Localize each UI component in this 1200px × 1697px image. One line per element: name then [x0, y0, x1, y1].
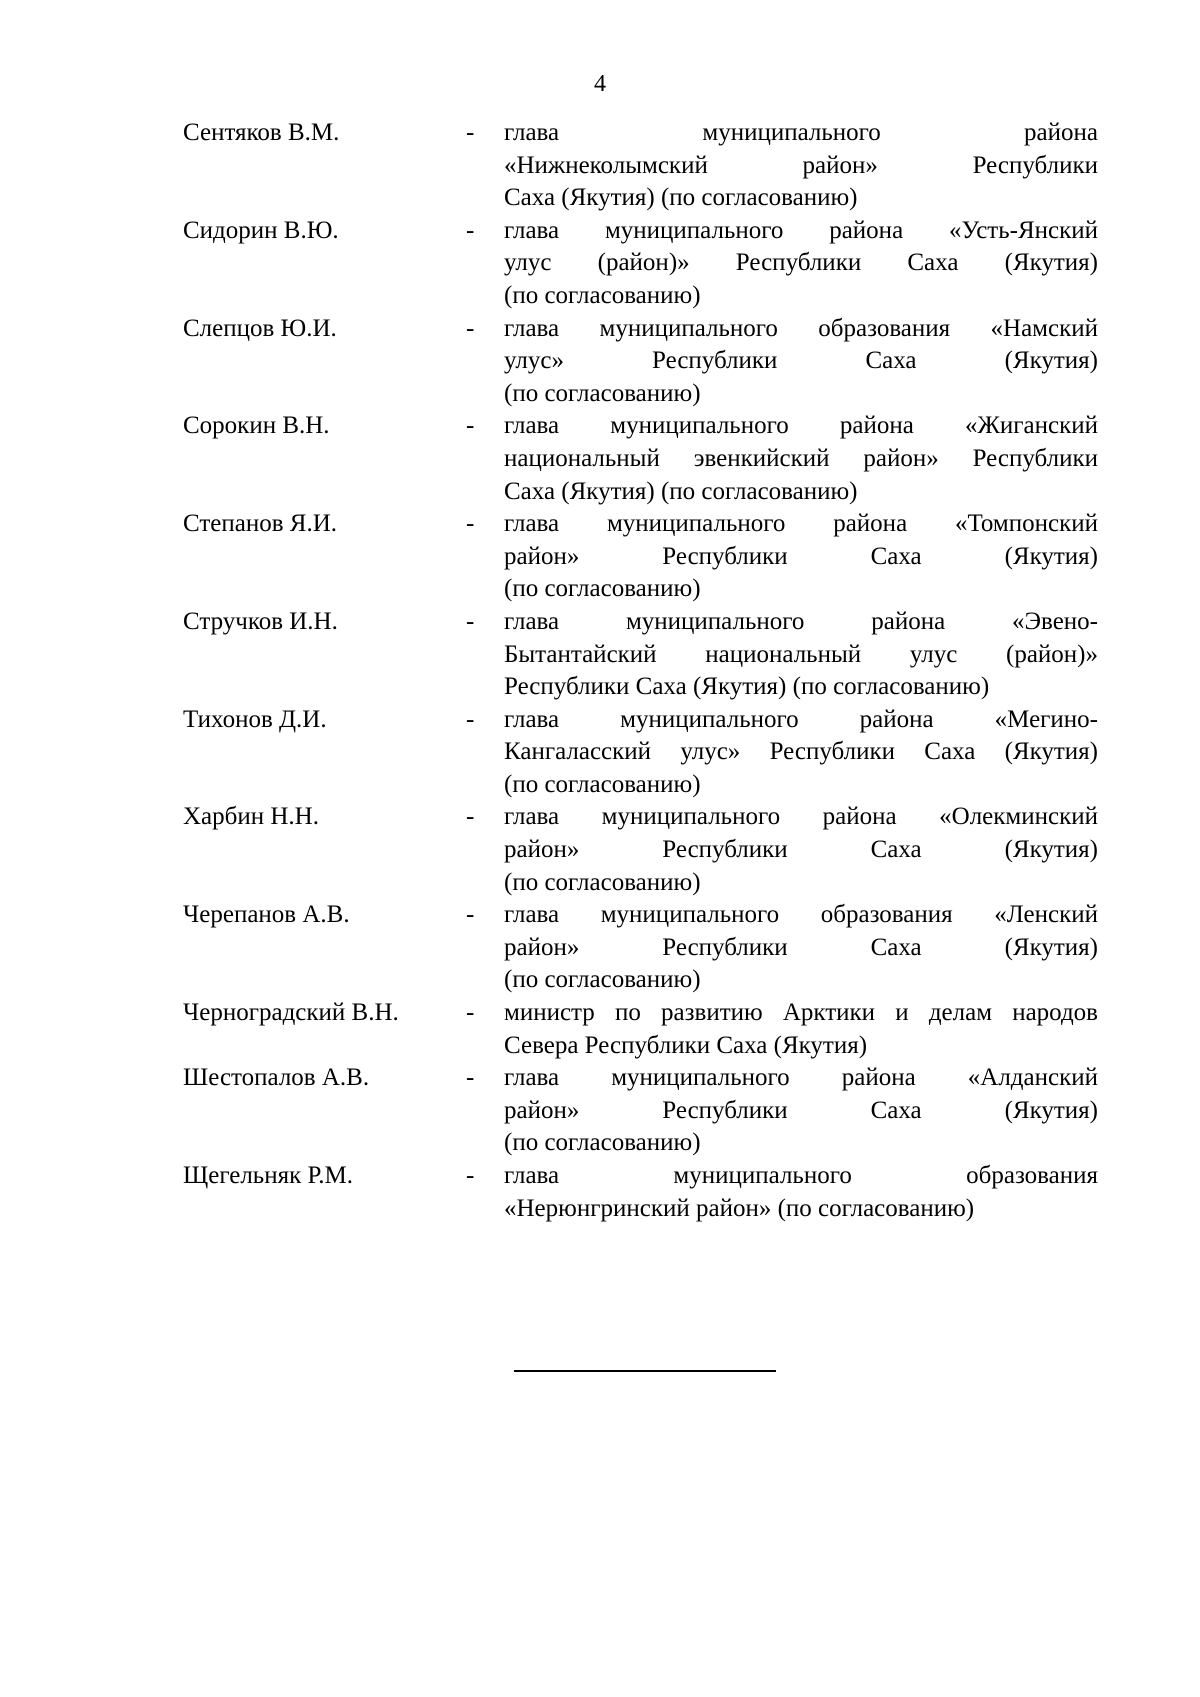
member-role-line: глава муниципального района — [504, 119, 1098, 146]
member-role-line: «Нижнеколымский район» Республики — [504, 151, 1098, 179]
member-dash: - — [466, 412, 475, 440]
member-row — [183, 606, 1098, 704]
member-row — [183, 215, 1098, 313]
member-list — [183, 117, 1098, 1225]
member-name: Слепцов Ю.И. — [183, 314, 337, 342]
member-role-line: Республики Саха (Якутия) (по согласованию) — [504, 673, 990, 701]
member-role-line: улус» Республики Саха (Якутия) — [504, 347, 1098, 375]
member-row — [183, 313, 1098, 411]
member-name: Черноградский В.Н. — [183, 999, 399, 1027]
member-role-line: глава муниципального образования «Намский — [504, 314, 1098, 342]
member-role-line: Севера Республики Саха (Якутия) — [504, 1031, 868, 1059]
member-role-line: район» Республики Саха (Якутия) — [504, 836, 1098, 864]
member-role — [504, 410, 1098, 508]
member-dash: - — [466, 803, 475, 831]
member-role-line: Кангаласский улус» Республики Саха (Якутия) — [504, 738, 1098, 766]
end-separator-line — [514, 1370, 776, 1372]
member-name: Степанов Я.И. — [183, 510, 338, 538]
member-role-line: глава муниципального района «Олекминский — [504, 803, 1098, 831]
member-role-line: «Нерюнгринский район» (по согласованию) — [504, 1194, 975, 1222]
member-name: Тихонов Д.И. — [183, 705, 327, 733]
member-row — [183, 801, 1098, 899]
member-name: Сентяков В.М. — [183, 119, 340, 146]
member-role-line: глава муниципального района «Мегино- — [504, 705, 1098, 733]
member-role — [504, 801, 1098, 899]
member-dash: - — [466, 510, 475, 538]
member-dash: - — [466, 901, 475, 929]
member-role-line: район» Республики Саха (Якутия) — [504, 933, 1098, 961]
member-name: Щегельняк Р.М. — [183, 1162, 353, 1189]
member-role-line: (по согласованию) — [504, 770, 701, 798]
member-role-line: Саха (Якутия) (по согласованию) — [504, 184, 858, 212]
member-role-line: (по согласованию) — [504, 281, 701, 309]
member-role-line: улус (район)» Республики Саха (Якутия) — [504, 249, 1098, 277]
member-name: Сидорин В.Ю. — [183, 216, 339, 244]
member-row — [183, 997, 1098, 1062]
member-row — [183, 1160, 1098, 1225]
member-role-line: район» Республики Саха (Якутия) — [504, 1096, 1098, 1124]
member-dash: - — [466, 119, 475, 146]
member-name: Черепанов А.В. — [183, 901, 350, 929]
member-role — [504, 215, 1098, 313]
member-row — [183, 704, 1098, 802]
member-row — [183, 1062, 1098, 1160]
member-role-line: район» Республики Саха (Якутия) — [504, 542, 1098, 570]
member-role-line: глава муниципального района «Жиганский — [504, 412, 1098, 440]
member-role-line: глава муниципального образования — [504, 1162, 1098, 1189]
member-dash: - — [466, 1162, 475, 1189]
member-role — [504, 117, 1098, 215]
member-role-line: министр по развитию Арктики и делам народов — [504, 999, 1098, 1027]
member-row — [183, 508, 1098, 606]
member-row — [183, 899, 1098, 997]
member-role — [504, 704, 1098, 802]
member-role-line: Бытантайский национальный улус (район)» — [504, 640, 1098, 668]
member-dash: - — [466, 705, 475, 733]
member-dash: - — [466, 999, 475, 1027]
member-row — [183, 117, 1098, 215]
member-role — [504, 508, 1098, 606]
member-dash: - — [466, 314, 475, 342]
member-name: Стручков И.Н. — [183, 607, 338, 635]
member-dash: - — [466, 216, 475, 244]
member-role-line: (по согласованию) — [504, 1129, 701, 1157]
member-role — [504, 1160, 1098, 1225]
member-role — [504, 1062, 1098, 1160]
member-role-line: (по согласованию) — [504, 575, 701, 603]
member-dash: - — [466, 607, 475, 635]
member-name: Шестопалов А.В. — [183, 1064, 370, 1092]
member-role-line: (по согласованию) — [504, 868, 701, 896]
member-dash: - — [466, 1064, 475, 1092]
member-row — [183, 410, 1098, 508]
member-name: Сорокин В.Н. — [183, 412, 330, 440]
member-role-line: глава муниципального района «Усть-Янский — [504, 216, 1098, 244]
member-role-line: (по согласованию) — [504, 379, 701, 407]
member-name: Харбин Н.Н. — [183, 803, 319, 831]
member-role — [504, 997, 1098, 1062]
member-role — [504, 899, 1098, 997]
member-role — [504, 606, 1098, 704]
member-role-line: глава муниципального образования «Ленский — [504, 901, 1098, 929]
member-role-line: глава муниципального района «Эвено- — [504, 607, 1098, 635]
member-role-line: (по согласованию) — [504, 966, 701, 994]
member-role-line: национальный эвенкийский район» Республики — [504, 444, 1098, 472]
page-number: 4 — [594, 71, 606, 97]
member-role-line: Саха (Якутия) (по согласованию) — [504, 477, 858, 505]
member-role-line: глава муниципального района «Томпонский — [504, 510, 1098, 538]
member-role-line: глава муниципального района «Алданский — [504, 1064, 1098, 1092]
member-role — [504, 313, 1098, 411]
